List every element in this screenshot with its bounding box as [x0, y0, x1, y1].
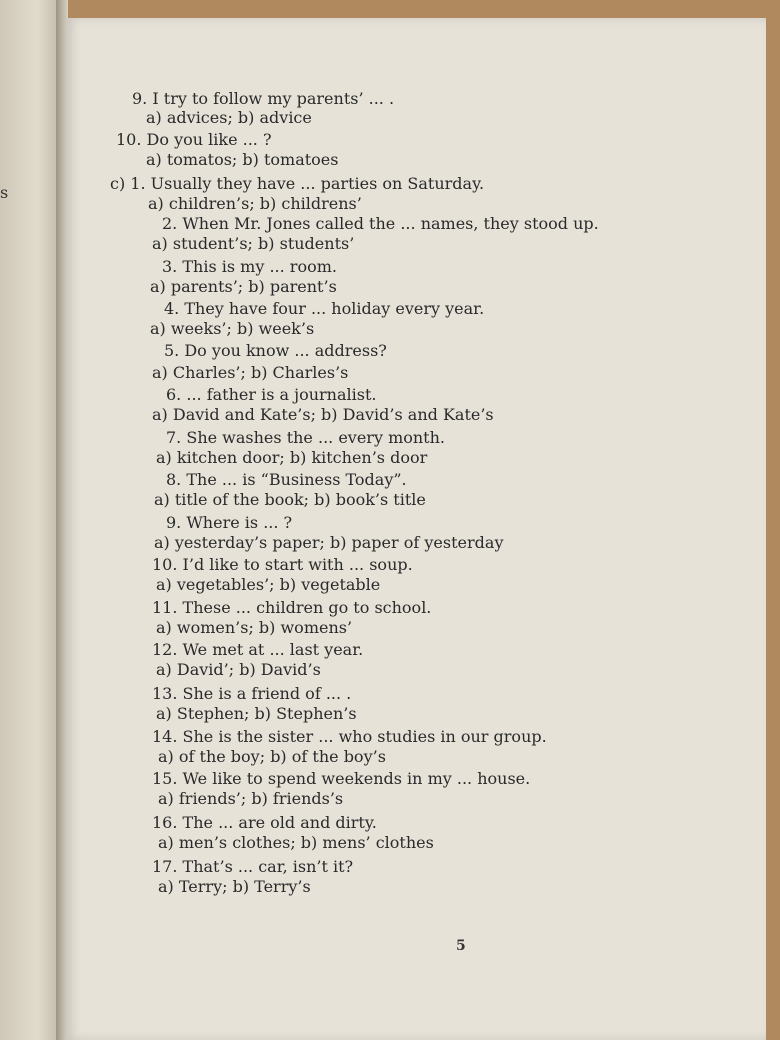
question-line: 12. We met at ... last year.: [152, 640, 364, 659]
answer-options-line: a) Terry; b) Terry’s: [158, 877, 311, 896]
question-line: 10. I’d like to start with ... soup.: [152, 555, 413, 574]
question-line: 15. We like to spend weekends in my ... house.: [152, 769, 531, 788]
answer-options-line: a) children’s; b) childrens’: [148, 194, 362, 213]
question-line: 5. Do you know ... address?: [164, 341, 387, 360]
question-line: 13. She is a friend of ... .: [152, 684, 352, 703]
answer-options-line: a) of the boy; b) of the boy’s: [158, 747, 386, 766]
question-line: 2. When Mr. Jones called the ... names, they stood up.: [162, 214, 599, 233]
answer-options-line: a) kitchen door; b) kitchen’s door: [156, 448, 428, 467]
question-line: 4. They have four ... holiday every year.: [164, 299, 485, 318]
answer-options-line: a) tomatos; b) tomatoes: [146, 150, 339, 169]
answer-options-line: a) yesterday’s paper; b) paper of yesterday: [154, 533, 504, 552]
question-line: 7. She washes the ... every month.: [166, 428, 445, 447]
page-number: 5: [456, 938, 466, 954]
answer-options-line: a) student’s; b) students’: [152, 234, 355, 253]
answer-options-line: a) title of the book; b) book’s title: [154, 490, 426, 509]
answer-options-line: a) friends’; b) friends’s: [158, 789, 344, 808]
answer-options-line: a) parents’; b) parent’s: [150, 277, 337, 296]
question-line: c) 1. Usually they have ... parties on Saturday.: [110, 174, 485, 193]
answer-options-line: a) David’; b) David’s: [156, 660, 321, 679]
question-line: 17. That’s ... car, isn’t it?: [152, 857, 354, 876]
question-line: 9. I try to follow my parents’ ... .: [132, 89, 395, 108]
question-line: 16. The ... are old and dirty.: [152, 813, 377, 832]
answer-options-line: a) men’s clothes; b) mens’ clothes: [158, 833, 434, 852]
left-page-edge-letter: s: [0, 183, 9, 202]
answer-options-line: a) Charles’; b) Charles’s: [152, 363, 349, 382]
answer-options-line: a) advices; b) advice: [146, 108, 312, 127]
question-line: 8. The ... is “Business Today”.: [166, 470, 407, 489]
answer-options-line: a) weeks’; b) week’s: [150, 319, 315, 338]
question-line: 6. ... father is a journalist.: [166, 385, 377, 404]
answer-options-line: a) vegetables’; b) vegetable: [156, 575, 381, 594]
question-line: 11. These ... children go to school.: [152, 598, 432, 617]
question-line: 9. Where is ... ?: [166, 513, 293, 532]
question-line: 14. She is the sister ... who studies in our group.: [152, 727, 547, 746]
answer-options-line: a) Stephen; b) Stephen’s: [156, 704, 357, 723]
book-page: [66, 18, 766, 1040]
question-line: 10. Do you like ... ?: [116, 130, 272, 149]
left-page: [0, 0, 62, 1040]
question-line: 3. This is my ... room.: [162, 257, 337, 276]
answer-options-line: a) David and Kate’s; b) David’s and Kate’s: [152, 405, 494, 424]
answer-options-line: a) women’s; b) womens’: [156, 618, 353, 637]
